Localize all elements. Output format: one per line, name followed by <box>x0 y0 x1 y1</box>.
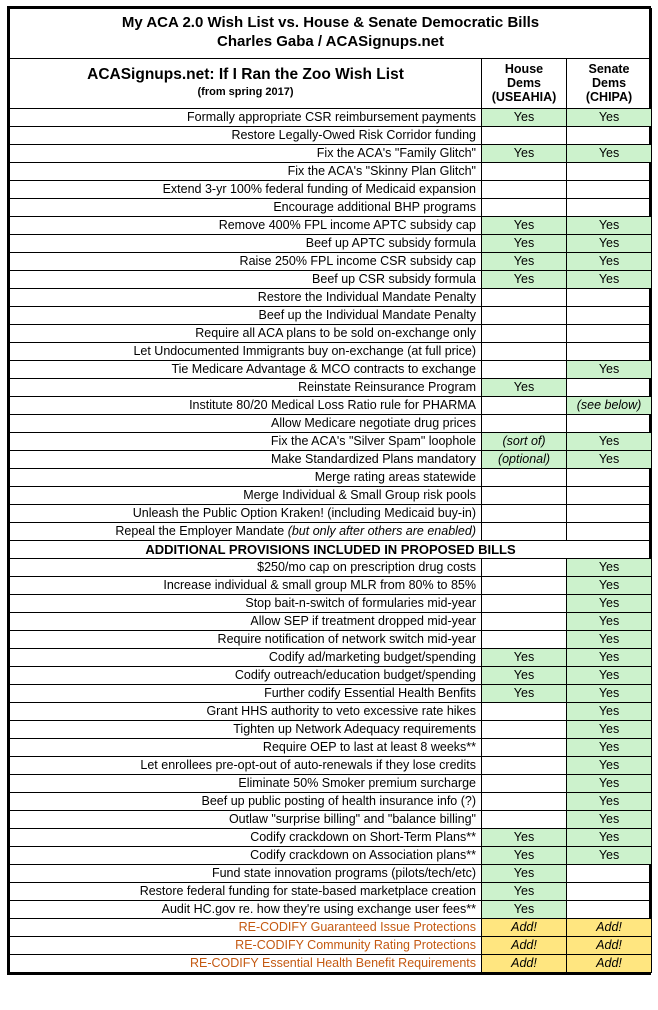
row-item-label: Fix the ACA's "Silver Spam" loophole <box>10 432 482 450</box>
row-item-label: Reinstate Reinsurance Program <box>10 378 482 396</box>
table-row <box>10 757 652 775</box>
senate-cell <box>567 522 652 540</box>
row-item-label: Grant HHS authority to veto excessive rate hikes <box>10 703 482 721</box>
table-row <box>10 901 652 919</box>
row-item-label: Tie Medicare Advantage & MCO contracts to exchange <box>10 360 482 378</box>
table-row <box>10 577 652 595</box>
senate-header-line-2: Dems <box>591 75 627 90</box>
senate-cell: Yes <box>567 144 652 162</box>
table-row <box>10 324 652 342</box>
senate-header-line-3: (CHIPA) <box>585 90 633 105</box>
house-cell <box>482 721 567 739</box>
row-item-label: RE-CODIFY Community Rating Protections <box>10 937 482 955</box>
house-cell: Yes <box>482 685 567 703</box>
house-cell: Add! <box>482 919 567 937</box>
table-row <box>10 144 652 162</box>
table-row <box>10 126 652 144</box>
senate-cell <box>567 378 652 396</box>
senate-column-header <box>567 58 652 108</box>
house-cell: Yes <box>482 216 567 234</box>
senate-cell: Yes <box>567 649 652 667</box>
table-row <box>10 270 652 288</box>
table-row <box>10 937 652 955</box>
table-row <box>10 595 652 613</box>
senate-cell: Yes <box>567 811 652 829</box>
house-cell <box>482 360 567 378</box>
senate-cell: Yes <box>567 613 652 631</box>
row-item-label: Restore the Individual Mandate Penalty <box>10 288 482 306</box>
house-cell <box>482 811 567 829</box>
senate-cell: Add! <box>567 955 652 973</box>
wish-list-header-sub: (from spring 2017) <box>197 85 294 98</box>
senate-cell: Yes <box>567 721 652 739</box>
row-item-label-plain: Repeal the Employer Mandate <box>115 523 288 538</box>
senate-cell <box>567 342 652 360</box>
table-row <box>10 955 652 973</box>
row-item-label: Further codify Essential Health Benfits <box>10 685 482 703</box>
house-cell: Yes <box>482 865 567 883</box>
row-item-label: Codify crackdown on Association plans** <box>10 847 482 865</box>
row-item-label: Beef up APTC subsidy formula <box>10 234 482 252</box>
row-item-label: RE-CODIFY Essential Health Benefit Requirements <box>10 955 482 973</box>
row-item-label: Audit HC.gov re. how they're using exchange user fees** <box>10 901 482 919</box>
row-item-label: Fix the ACA's "Family Glitch" <box>10 144 482 162</box>
senate-cell <box>567 901 652 919</box>
table-row <box>10 216 652 234</box>
table-row <box>10 360 652 378</box>
row-item-label: Require notification of network switch mid-year <box>10 631 482 649</box>
senate-cell <box>567 414 652 432</box>
house-cell <box>482 180 567 198</box>
row-item-label: Let enrollees pre-opt-out of auto-renewals if they lose credits <box>10 757 482 775</box>
row-item-label: Fix the ACA's "Skinny Plan Glitch" <box>10 162 482 180</box>
house-cell <box>482 703 567 721</box>
table-row <box>10 865 652 883</box>
row-item-label: Tighten up Network Adequacy requirements <box>10 721 482 739</box>
senate-cell <box>567 198 652 216</box>
row-item-label: Fund state innovation programs (pilots/tech/etc) <box>10 865 482 883</box>
table-row <box>10 775 652 793</box>
senate-cell <box>567 180 652 198</box>
table-row <box>10 522 652 540</box>
senate-cell: Yes <box>567 667 652 685</box>
house-cell: Yes <box>482 234 567 252</box>
house-cell <box>482 486 567 504</box>
table-row <box>10 829 652 847</box>
row-item-label: Outlaw "surprise billing" and "balance billing" <box>10 811 482 829</box>
senate-cell <box>567 883 652 901</box>
house-cell <box>482 288 567 306</box>
table-row <box>10 342 652 360</box>
senate-cell: Add! <box>567 937 652 955</box>
house-cell: (optional) <box>482 450 567 468</box>
comparison-table <box>9 8 652 973</box>
senate-cell: Yes <box>567 216 652 234</box>
senate-cell: (see below) <box>567 396 652 414</box>
table-row <box>10 468 652 486</box>
house-cell <box>482 757 567 775</box>
table-row <box>10 721 652 739</box>
house-cell: Yes <box>482 144 567 162</box>
house-cell: Yes <box>482 883 567 901</box>
senate-cell <box>567 865 652 883</box>
senate-cell: Yes <box>567 847 652 865</box>
table-row <box>10 811 652 829</box>
row-item-label: Merge rating areas statewide <box>10 468 482 486</box>
row-item-label: Require all ACA plans to be sold on-exchange only <box>10 324 482 342</box>
senate-cell: Yes <box>567 559 652 577</box>
senate-cell: Yes <box>567 432 652 450</box>
house-header-line-1: House <box>504 61 544 76</box>
table-row <box>10 378 652 396</box>
title-row <box>10 9 652 59</box>
row-item-label: Formally appropriate CSR reimbursement payments <box>10 108 482 126</box>
house-cell <box>482 324 567 342</box>
wish-list-header-title: ACASignups.net: If I Ran the Zoo Wish List <box>87 66 404 84</box>
table-row <box>10 252 652 270</box>
senate-cell: Yes <box>567 739 652 757</box>
senate-cell: Yes <box>567 829 652 847</box>
row-item-label: Codify outreach/education budget/spending <box>10 667 482 685</box>
senate-cell: Yes <box>567 631 652 649</box>
senate-cell <box>567 306 652 324</box>
table-row <box>10 847 652 865</box>
house-header-line-2: Dems <box>506 75 542 90</box>
row-item-label: Merge Individual & Small Group risk pools <box>10 486 482 504</box>
header-row <box>10 58 652 108</box>
row-item-label-note: (but only after others are enabled) <box>287 523 476 538</box>
house-cell <box>482 631 567 649</box>
house-cell <box>482 468 567 486</box>
house-cell: Yes <box>482 252 567 270</box>
row-item-label: Extend 3-yr 100% federal funding of Medicaid expansion <box>10 180 482 198</box>
senate-cell <box>567 504 652 522</box>
table-row <box>10 613 652 631</box>
senate-cell <box>567 162 652 180</box>
senate-cell: Yes <box>567 450 652 468</box>
row-item-label: Institute 80/20 Medical Loss Ratio rule for PHARMA <box>10 396 482 414</box>
page-title <box>10 9 652 59</box>
house-cell <box>482 775 567 793</box>
table-row <box>10 739 652 757</box>
house-cell: Yes <box>482 847 567 865</box>
table-row <box>10 504 652 522</box>
house-header-line-3: (USEAHIA) <box>491 90 557 105</box>
table-row <box>10 486 652 504</box>
senate-cell <box>567 126 652 144</box>
house-cell <box>482 504 567 522</box>
senate-cell: Yes <box>567 757 652 775</box>
table-row <box>10 450 652 468</box>
table-row <box>10 667 652 685</box>
table-row <box>10 793 652 811</box>
title-line-1: My ACA 2.0 Wish List vs. House & Senate Democratic Bills <box>121 14 540 31</box>
house-cell <box>482 126 567 144</box>
row-item-label: Remove 400% FPL income APTC subsidy cap <box>10 216 482 234</box>
senate-cell: Add! <box>567 919 652 937</box>
section-header-row <box>10 540 652 559</box>
senate-cell: Yes <box>567 270 652 288</box>
senate-cell: Yes <box>567 595 652 613</box>
row-item-label: Require OEP to last at least 8 weeks** <box>10 739 482 757</box>
house-cell <box>482 414 567 432</box>
row-item-label: Codify ad/marketing budget/spending <box>10 649 482 667</box>
table-row <box>10 198 652 216</box>
row-item-label: Beef up CSR subsidy formula <box>10 270 482 288</box>
house-cell: Yes <box>482 270 567 288</box>
house-cell: (sort of) <box>482 432 567 450</box>
senate-cell <box>567 288 652 306</box>
house-cell <box>482 522 567 540</box>
row-item-label: Increase individual & small group MLR from 80% to 85% <box>10 577 482 595</box>
table-row <box>10 919 652 937</box>
table-row <box>10 162 652 180</box>
senate-cell: Yes <box>567 577 652 595</box>
row-item-label: Eliminate 50% Smoker premium surcharge <box>10 775 482 793</box>
house-cell <box>482 342 567 360</box>
table-row <box>10 288 652 306</box>
senate-cell: Yes <box>567 685 652 703</box>
wish-list-sheet <box>7 6 651 975</box>
table-row <box>10 559 652 577</box>
title-line-2: Charles Gaba / ACASignups.net <box>217 32 445 50</box>
row-item-label: Encourage additional BHP programs <box>10 198 482 216</box>
row-item-label: Beef up the Individual Mandate Penalty <box>10 306 482 324</box>
house-cell: Yes <box>482 667 567 685</box>
house-cell: Yes <box>482 378 567 396</box>
house-cell: Add! <box>482 937 567 955</box>
row-item-label: Codify crackdown on Short-Term Plans** <box>10 829 482 847</box>
house-cell: Yes <box>482 649 567 667</box>
table-row <box>10 180 652 198</box>
wish-list-header <box>10 58 482 108</box>
house-cell <box>482 162 567 180</box>
table-row <box>10 108 652 126</box>
senate-cell: Yes <box>567 703 652 721</box>
senate-cell: Yes <box>567 108 652 126</box>
house-cell <box>482 559 567 577</box>
house-cell <box>482 613 567 631</box>
senate-cell: Yes <box>567 252 652 270</box>
table-row <box>10 649 652 667</box>
house-column-header <box>482 58 567 108</box>
senate-cell <box>567 468 652 486</box>
row-item-label: Allow SEP if treatment dropped mid-year <box>10 613 482 631</box>
house-cell <box>482 739 567 757</box>
row-item-label: Restore Legally-Owed Risk Corridor funding <box>10 126 482 144</box>
row-item-label <box>10 522 482 540</box>
house-cell <box>482 306 567 324</box>
house-cell: Yes <box>482 829 567 847</box>
section-header: ADDITIONAL PROVISIONS INCLUDED IN PROPOSED BILLS <box>10 540 652 559</box>
row-item-label: Raise 250% FPL income CSR subsidy cap <box>10 252 482 270</box>
row-item-label: RE-CODIFY Guaranteed Issue Protections <box>10 919 482 937</box>
house-cell <box>482 577 567 595</box>
row-item-label: Beef up public posting of health insurance info (?) <box>10 793 482 811</box>
senate-cell <box>567 324 652 342</box>
senate-cell: Yes <box>567 793 652 811</box>
house-cell: Yes <box>482 108 567 126</box>
house-cell <box>482 595 567 613</box>
house-cell: Yes <box>482 901 567 919</box>
row-item-label: Unleash the Public Option Kraken! (including Medicaid buy-in) <box>10 504 482 522</box>
table-row <box>10 432 652 450</box>
row-item-label: Restore federal funding for state-based marketplace creation <box>10 883 482 901</box>
senate-header-line-1: Senate <box>588 61 630 76</box>
senate-cell: Yes <box>567 234 652 252</box>
house-cell <box>482 396 567 414</box>
row-item-label: $250/mo cap on prescription drug costs <box>10 559 482 577</box>
table-row <box>10 306 652 324</box>
row-item-label: Make Standardized Plans mandatory <box>10 450 482 468</box>
row-item-label: Stop bait-n-switch of formularies mid-year <box>10 595 482 613</box>
senate-cell: Yes <box>567 360 652 378</box>
house-cell: Add! <box>482 955 567 973</box>
house-cell <box>482 793 567 811</box>
senate-cell: Yes <box>567 775 652 793</box>
house-cell <box>482 198 567 216</box>
table-row <box>10 883 652 901</box>
row-item-label: Allow Medicare negotiate drug prices <box>10 414 482 432</box>
table-row <box>10 414 652 432</box>
table-row <box>10 234 652 252</box>
row-item-label: Let Undocumented Immigrants buy on-exchange (at full price) <box>10 342 482 360</box>
table-row <box>10 396 652 414</box>
table-row <box>10 685 652 703</box>
table-row <box>10 703 652 721</box>
senate-cell <box>567 486 652 504</box>
table-row <box>10 631 652 649</box>
